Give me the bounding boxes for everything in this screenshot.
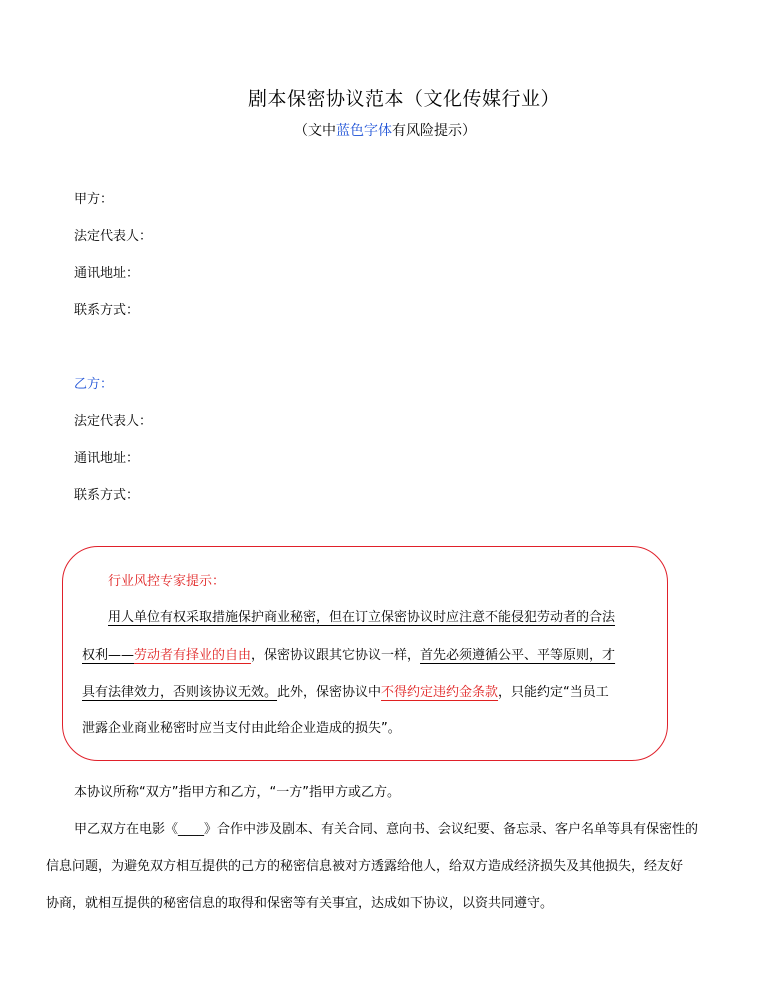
risk-tip-line-2 (82, 644, 615, 663)
party-a-label: 甲方： (74, 192, 114, 207)
risk-tip-line-2-middle: ，保密协议跟其它协议一样， (251, 648, 421, 663)
party-a-contact-label: 联系方式： (74, 303, 140, 318)
risk-tip-heading: 行业风控专家提示： (108, 574, 226, 589)
agreement-paragraph-line-3: 协商，就相互提供的秘密信息的取得和保密等有关事宜，达成如下协议，以资共同遵守。 (46, 896, 554, 911)
definition-paragraph: 本协议所称“双方”指甲方和乙方，“一方”指甲方或乙方。 (74, 785, 400, 800)
party-a-representative-label: 法定代表人： (74, 229, 153, 244)
risk-tip-line-1 (108, 606, 615, 625)
subtitle-suffix: 有风险提示） (392, 123, 476, 139)
subtitle-blue-text: 蓝色字体 (336, 123, 392, 139)
agreement-paragraph-line-2: 信息问题，为避免双方相互提供的己方的秘密信息被对方透露给他人，给双方造成经济损失及其他损失，经友好 (46, 859, 684, 874)
party-b-representative-label: 法定代表人： (74, 414, 153, 429)
risk-tip-line-4: 泄露企业商业秘密时应当支付由此给企业造成的损失”。 (82, 721, 401, 736)
risk-tip-line-3 (82, 681, 609, 700)
risk-tip-line-1-text: 用人单位有权采取措施保护商业秘密，但在订立保密协议时应注意不能侵犯劳动者的合法 (108, 610, 616, 625)
risk-tip-line-3-start: 具有法律效力，否则该协议无效。 (82, 685, 278, 700)
party-b-address-label: 通讯地址： (74, 451, 140, 466)
party-b-contact-label: 联系方式： (74, 488, 140, 503)
risk-tip-line-3-middle: 此外，保密协议中 (277, 685, 382, 700)
document-subtitle (0, 120, 770, 140)
document-title: 剧本保密协议范本（文化传媒行业） (247, 88, 560, 110)
risk-tip-line-3-end: ，只能约定“当员工 (498, 685, 609, 700)
party-a-address-label: 通讯地址： (74, 266, 140, 281)
risk-tip-freedom-text: 劳动者有择业的自由 (134, 648, 252, 663)
risk-tip-penalty-text: 不得约定违约金条款 (381, 685, 499, 700)
subtitle-prefix: （文中 (294, 123, 336, 139)
party-b-label: 乙方： (74, 377, 114, 392)
risk-tip-line-2-end: 首先必须遵循公平、平等原则，才 (420, 648, 616, 663)
risk-tip-line-2-start: 权利—— (82, 648, 135, 663)
agreement-paragraph-line-1: 甲乙双方在电影《____》合作中涉及剧本、有关合同、意向书、会议纪要、备忘录、客户名单等具有保密性的 (74, 822, 699, 837)
